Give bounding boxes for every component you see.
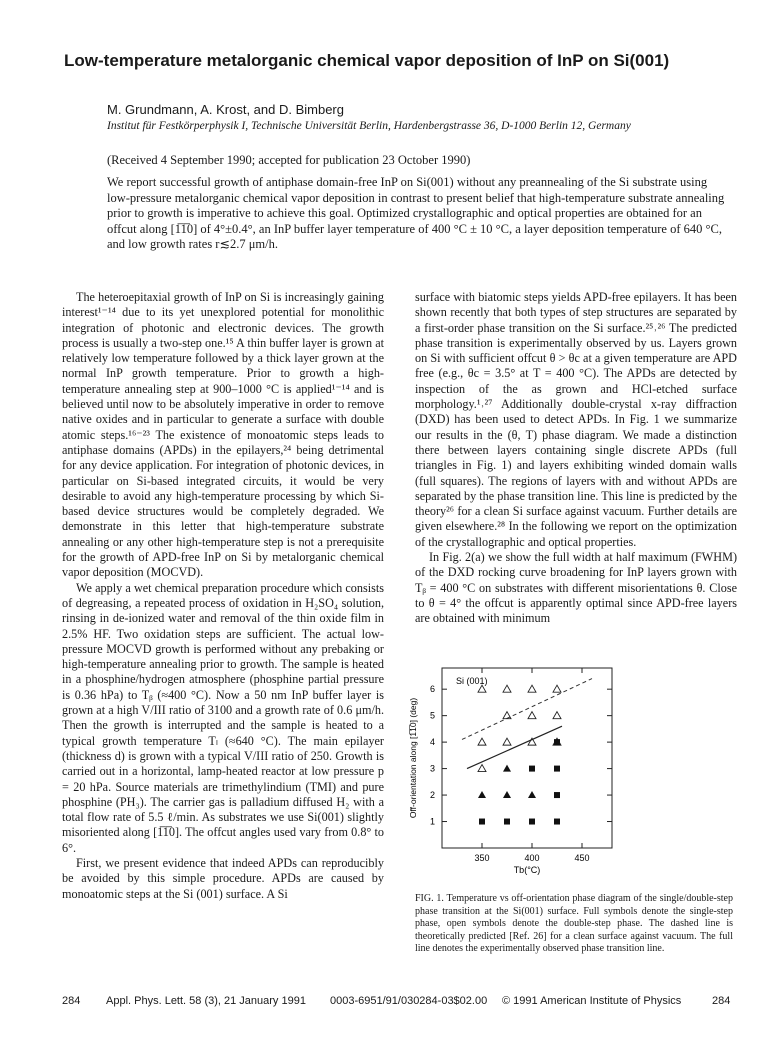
page-number: 284 — [62, 995, 81, 1007]
data-point-filled-triangle — [528, 791, 536, 798]
data-point-filled-square — [554, 792, 560, 798]
data-point-open-triangle — [553, 712, 561, 719]
figure-caption: FIG. 1. Temperature vs off-orientation phase diagram of the single/double-step phase transition at the Si(001) surface. Full symbols denote the single-step phase, open symbols denote the double-step phase. The dashed line is theoretically predicted [Ref. 26] for a clean surface against vacuum. The full line denotes the experimentally observed phase transition line. — [415, 893, 733, 955]
data-point-filled-square — [554, 739, 560, 745]
x-tick-label: 400 — [524, 853, 540, 863]
received-date: (Received 4 September 1990; accepted for publication 23 October 1990) — [107, 153, 471, 167]
paragraph: The heteroepitaxial growth of InP on Si is increasingly gaining interest¹⁻¹⁴ due to its yet unexplored potential for monolithic integration of photonic and electronic devices. The growth process is usually a two-step one.¹⁵ A thin buffer layer is grown at relatively low temperature followed by a thick layer grown at the normal InP growth temperature. Prior to growth a high-temperature annealing step at 900–1000 °C is applied¹⁻¹⁴ and is believed until now to be absolutely imperative in order to remove native oxides and in particular to generate a surface with double atomic steps.¹⁶⁻²³ The existence of monoatomic steps leads to antiphase domains (APDs) in the epilayers,²⁴ being detrimental for any device application. For integration of photonic devices, in particular on Si-based integrated circuits, it would be very desirable to avoid any high-temperature processing by which Si-based device structures would be completely degraded. We demonstrate in this letter that high-temperature substrate annealing or any other high-temperature step is not a prerequisite for the growth of APD-free InP on Si by metalorganic chemical vapor deposition (MOCVD). — [62, 290, 384, 580]
left-column — [62, 290, 384, 902]
experimental-solid-line — [467, 726, 562, 768]
data-point-filled-triangle — [503, 765, 511, 772]
data-point-open-triangle — [503, 685, 511, 692]
paper-title: Low-temperature metalorganic chemical vapor deposition of InP on Si(001) — [64, 51, 670, 70]
data-point-filled-triangle — [503, 791, 511, 798]
x-tick-label: 350 — [474, 853, 490, 863]
data-point-filled-square — [554, 819, 560, 825]
paragraph: surface with biatomic steps yields APD-free epilayers. It has been shown recently that both types of step structures are separated by a first-order phase transition on the Si surface.²⁵˒²⁶ The predicted phase transition is experimentally observed by us. Layers grown on Si with sufficient offcut θ > θc at a given temperature are APD free (e.g., θc = 3.5° at T = 400 °C). The APDs are detected by inspection of the as grown and HCl-etched surface morphology.¹˒²⁷ Additionally double-crystal x-ray diffraction (DXD) has been used to detect APDs. In Fig. 1 we summarize our results in the (θ, T) phase diagram. We made a distinction there between layers containing single discrete APDs (full triangles in Fig. 1) and layers exhibiting winded domain walls (full squares). The regions of layers with and without APDs are separated by the phase transition line. This line is predicted by the theory²⁶ for a clean Si surface against vacuum. Further details are given elsewhere.²⁸ In the following we report on the optimization of the crystallographic and optical properties. — [415, 290, 737, 549]
right-column — [415, 290, 737, 627]
data-point-open-triangle — [478, 738, 486, 745]
x-tick-label: 450 — [574, 853, 590, 863]
y-tick-label: 4 — [429, 737, 435, 748]
data-point-open-triangle — [528, 685, 536, 692]
y-tick-label: 5 — [429, 710, 435, 721]
article-code: 0003-6951/91/030284-03$02.00 — [330, 995, 488, 1007]
data-point-filled-square — [554, 766, 560, 772]
data-point-filled-square — [479, 819, 485, 825]
data-point-filled-square — [529, 819, 535, 825]
paper-authors: M. Grundmann, A. Krost, and D. Bimberg — [107, 102, 344, 117]
data-point-open-triangle — [478, 685, 486, 692]
x-axis-label: Tb(°C) — [513, 865, 541, 875]
data-point-filled-triangle — [478, 791, 486, 798]
page-number-right: 284 — [712, 995, 731, 1007]
data-point-open-triangle — [503, 738, 511, 745]
data-point-open-triangle — [528, 712, 536, 719]
paragraph: We apply a wet chemical preparation procedure which consists of degreasing, a repeated process of oxidation in H₂SO₄ solution, rinsing in de-ionized water and removal of the thin oxide film in 2.5% HF. Two oxidation steps are sufficient. The actual low-pressure MOCVD growth is performed without any prebaking or high-temperature annealing prior to growth. The sample is heated in a phosphine/hydrogen atmosphere (phosphine partial pressure is 0.36 hPa) to Tᵦ (≈400 °C). Now a 50 nm InP buffer layer is grown at a high V/III ratio of 3100 and a growth rate of 0.6 μm/h. Then the growth is interrupted and the sample is heated to a typical growth temperature Tₗ (≈640 °C). The main epilayer (thickness d) is grown with a typical V/III ratio of 250. Growth is carried out in a horizontal, lamp-heated reactor at low pressure p = 20 hPa. Source materials are trimethylindium (TMI) and pure phosphine (PH₃). The carrier gas is palladium diffused H₂ with a total flow rate of 5.5 ℓ/min. As substrates we use Si(001) slightly misoriented along [1̅1̅0]. The offcut angles used vary from 0.8° to 6°. — [62, 580, 384, 855]
y-tick-label: 6 — [429, 684, 435, 695]
abstract: We report successful growth of antiphase domain-free InP on Si(001) without any preannealing of the Si substrate using low-pressure metalorganic chemical vapor deposition in contrast to present belief that high-temperature substrate annealing prior to growth is imperative to achieve this goal. Optimized crystallographic and optical properties are obtained for an offcut along [1̅1̅0] of 4°±0.4°, an InP buffer layer temperature of 400 °C ± 10 °C, a layer deposition temperature of 640 °C, and low growth rates r≲2.7 μm/h. — [107, 175, 725, 252]
copyright: © 1991 American Institute of Physics — [502, 995, 682, 1007]
paragraph: First, we present evidence that indeed APDs can reproducibly be avoided by this simple procedure. APDs are caused by monoatomic steps at the Si (001) surface. A Si — [62, 855, 384, 901]
y-tick-label: 1 — [429, 816, 435, 827]
plot-frame — [442, 668, 612, 848]
chart-annotation: Si (001) — [456, 676, 488, 686]
journal-citation: Appl. Phys. Lett. 58 (3), 21 January 1991 — [106, 995, 306, 1007]
data-point-filled-square — [529, 766, 535, 772]
y-tick-label: 2 — [429, 790, 435, 801]
paragraph: In Fig. 2(a) we show the full width at half maximum (FWHM) of the DXD rocking curve broadening for InP layers grown with Tᵦ = 400 °C on substrates with different misorientations θ. Close to θ = 4° the offcut is apparently optimal since APD-free layers are obtained with minimum — [415, 550, 737, 626]
y-axis-label: Off-orientation along [1̅1̅0] (deg) — [408, 697, 418, 819]
phase-diagram-chart — [400, 660, 730, 880]
data-point-open-triangle — [553, 685, 561, 692]
theory-dashed-line — [462, 679, 592, 740]
paper-affiliation: Institut für Festkörperphysik I, Technische Universität Berlin, Hardenbergstrasse 36, D-1000 Berlin 12, Germany — [107, 120, 631, 132]
y-tick-label: 3 — [429, 763, 435, 774]
data-point-filled-square — [504, 819, 510, 825]
data-point-open-triangle — [478, 765, 486, 772]
